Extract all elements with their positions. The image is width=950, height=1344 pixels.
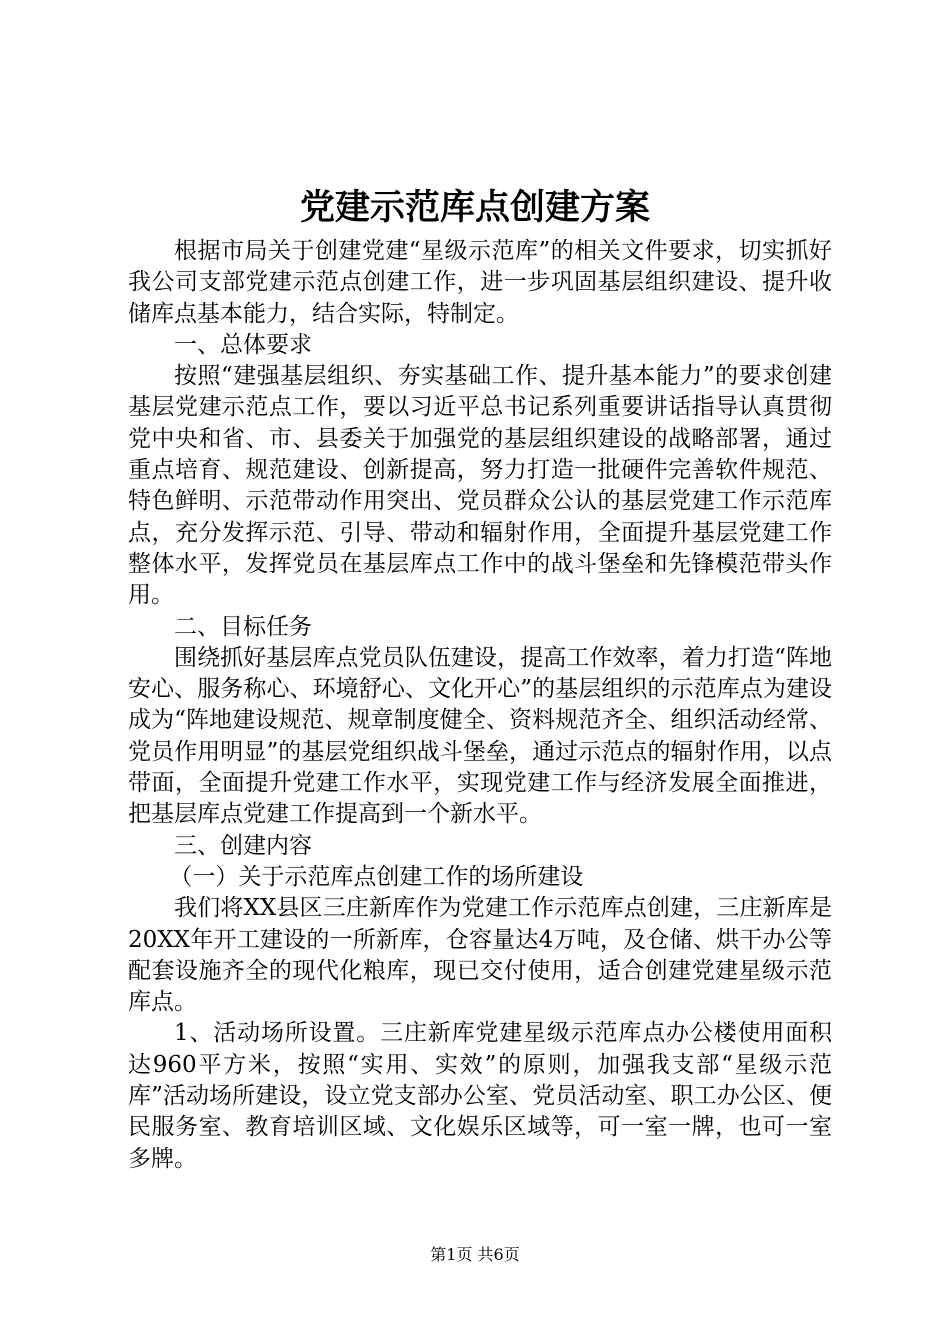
section-heading-content: 三、创建内容 bbox=[174, 832, 312, 859]
page-number-footer: 第1页 共6页 bbox=[430, 1245, 520, 1264]
subsection-heading-venue: （一）关于示范库点创建工作的场所建设 bbox=[169, 863, 584, 890]
document-title: 党建示范库点创建方案 bbox=[299, 187, 650, 228]
goals-paragraph: 围绕抓好基层库点党员队伍建设，提高工作效率，着力打造“阵地安心、服务称心、环境舒心、文化开心”的基层组织的示范库点为建设成为“阵地建设规范、规章制度健全、资料规范齐全、组织活动经常、党员作用明显”的基层党组织战斗堡垒，通过示范点的辐射作用，以点带面，全面提升党建工作水平，实现党建工作与经济发展全面推进，把基层库点党建工作提高到一个新水平。 bbox=[128, 644, 832, 828]
activity-venue-paragraph: 1、活动场所设置。三庄新库党建星级示范库点办公楼使用面积达960平方米，按照“实用、实效”的原则，加强我支部“星级示范库”活动场所建设，设立党支部办公室、党员活动室、职工办公区、便民服务室、教育培训区域、文化娱乐区域等，可一室一牌，也可一室多牌。 bbox=[128, 1020, 832, 1172]
document-body bbox=[128, 236, 832, 1175]
intro-paragraph: 根据市局关于创建党建“星级示范库”的相关文件要求，切实抓好我公司支部党建示范点创建工作，进一步巩固基层组织建设、提升收储库点基本能力，结合实际，特制定。 bbox=[128, 238, 832, 327]
venue-paragraph: 我们将XX县区三庄新库作为党建工作示范库点创建，三庄新库是20XX年开工建设的一所新库，仓容量达4万吨，及仓储、烘干办公等配套设施齐全的现代化粮库，现已交付使用，适合创建党建星级示范库点。 bbox=[128, 895, 832, 1016]
section-heading-goals: 二、目标任务 bbox=[174, 613, 312, 640]
general-requirements-paragraph: 按照“建强基层组织、夯实基础工作、提升基本能力”的要求创建基层党建示范点工作，要以习近平总书记系列重要讲话指导认真贯彻党中央和省、市、县委关于加强党的基层组织建设的战略部署，通过重点培育、规范建设、创新提高，努力打造一批硬件完善软件规范、特色鲜明、示范带动作用突出、党员群众公认的基层党建工作示范库点，充分发挥示范、引导、带动和辐射作用，全面提升基层党建工作整体水平，发挥党员在基层库点工作中的战斗堡垒和先锋模范带头作用。 bbox=[128, 363, 832, 609]
section-heading-general-requirements: 一、总体要求 bbox=[174, 331, 312, 358]
